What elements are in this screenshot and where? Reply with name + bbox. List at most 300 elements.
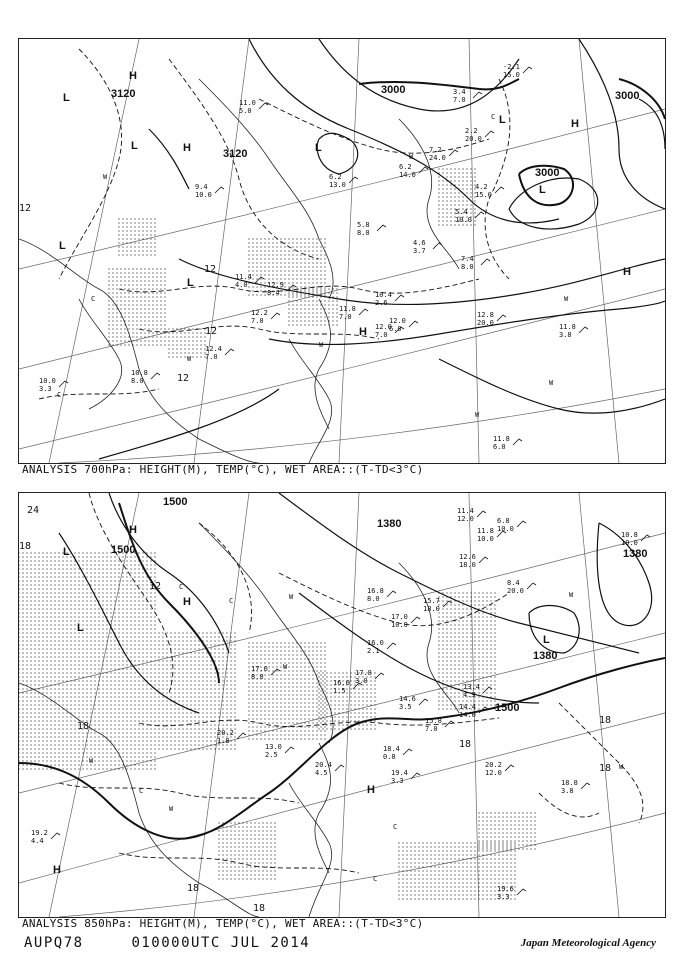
wet-area-dot	[146, 612, 147, 613]
wet-area-dot	[38, 648, 39, 649]
wet-area-dot	[186, 696, 187, 697]
wet-area-dot	[164, 344, 165, 345]
wet-area-dot	[34, 716, 35, 717]
wet-area-dot	[74, 608, 75, 609]
wet-area-dot	[182, 708, 183, 709]
wet-area-dot	[138, 564, 139, 565]
wet-area-dot	[54, 720, 55, 721]
wet-area-dot	[292, 694, 293, 695]
wet-area-dot	[132, 300, 133, 301]
wet-area-dot	[114, 652, 115, 653]
wet-area-dot	[308, 262, 309, 263]
wet-area-dot	[312, 654, 313, 655]
wet-area-dot	[226, 640, 227, 641]
wet-area-dot	[198, 684, 199, 685]
wet-area-dot	[490, 700, 491, 701]
wet-area-dot	[304, 304, 305, 305]
wet-area-dot	[176, 344, 177, 345]
wet-area-dot	[466, 168, 467, 169]
wet-area-dot	[26, 552, 27, 553]
wet-area-dot	[164, 340, 165, 341]
wet-area-dot	[174, 728, 175, 729]
wet-area-dot	[280, 278, 281, 279]
wet-area-dot	[54, 728, 55, 729]
wet-area-dot	[308, 266, 309, 267]
wet-area-dot	[138, 744, 139, 745]
wet-area-dot	[202, 704, 203, 705]
wet-area-dot	[122, 254, 123, 255]
wet-area-dot	[162, 712, 163, 713]
wet-area-dot	[90, 560, 91, 561]
wet-area-dot	[116, 304, 117, 305]
wet-area-dot	[19, 748, 20, 749]
wet-area-dot	[442, 600, 443, 601]
wet-area-dot	[470, 656, 471, 657]
wet-area-dot	[248, 262, 249, 263]
wet-area-dot	[182, 672, 183, 673]
wet-area-dot	[438, 216, 439, 217]
wet-area-dot	[226, 850, 227, 851]
wet-area-dot	[106, 740, 107, 741]
wet-area-dot	[154, 616, 155, 617]
wind-barb	[359, 309, 368, 315]
wet-area-dot	[22, 648, 23, 649]
wet-area-dot	[126, 556, 127, 557]
wet-area-dot	[462, 596, 463, 597]
wet-area-dot	[126, 736, 127, 737]
wet-area-dot	[19, 700, 20, 701]
wet-area-dot	[260, 274, 261, 275]
wet-area-dot	[490, 680, 491, 681]
station-temperature: 7.4	[461, 255, 474, 263]
wet-area-dot	[42, 580, 43, 581]
wet-area-dot	[150, 600, 151, 601]
wet-area-dot	[46, 688, 47, 689]
wet-area-dot	[304, 718, 305, 719]
wet-area-dot	[38, 668, 39, 669]
wet-area-dot	[62, 628, 63, 629]
wet-area-dot	[74, 688, 75, 689]
wet-area-dot	[118, 656, 119, 657]
wet-area-dot	[260, 278, 261, 279]
wet-area-dot	[190, 732, 191, 733]
wet-area-dot	[110, 752, 111, 753]
wet-area-dot	[322, 680, 323, 681]
wet-area-dot	[308, 706, 309, 707]
wet-area-dot	[19, 764, 20, 765]
wet-area-dot	[164, 332, 165, 333]
wet-area-dot	[78, 576, 79, 577]
wet-area-dot	[150, 644, 151, 645]
wet-area-dot	[280, 718, 281, 719]
wet-area-dot	[114, 612, 115, 613]
wet-area-dot	[168, 332, 169, 333]
wet-area-dot	[22, 744, 23, 745]
wet-area-dot	[284, 270, 285, 271]
wet-area-dot	[494, 608, 495, 609]
wet-area-dot	[198, 716, 199, 717]
wet-area-dot	[332, 308, 333, 309]
wet-area-dot	[98, 612, 99, 613]
wet-area-dot	[170, 704, 171, 705]
wet-area-dot	[42, 652, 43, 653]
wet-area-dot	[334, 716, 335, 717]
wet-area-dot	[154, 632, 155, 633]
wet-area-dot	[374, 672, 375, 673]
wet-area-dot	[146, 568, 147, 569]
wet-area-dot	[30, 700, 31, 701]
wet-area-dot	[260, 654, 261, 655]
wet-area-dot	[110, 732, 111, 733]
wet-area-dot	[90, 700, 91, 701]
wet-area-dot	[152, 280, 153, 281]
wet-area-dot	[74, 680, 75, 681]
wet-area-dot	[256, 654, 257, 655]
wet-area-dot	[230, 696, 231, 697]
wet-area-dot	[134, 238, 135, 239]
wet-area-dot	[478, 708, 479, 709]
wet-area-dot	[168, 336, 169, 337]
wet-area-dot	[170, 660, 171, 661]
wet-area-dot	[308, 654, 309, 655]
wet-area-dot	[166, 712, 167, 713]
wet-area-dot	[54, 648, 55, 649]
wet-area-dot	[182, 716, 183, 717]
wet-area-dot	[370, 716, 371, 717]
wet-area-dot	[182, 696, 183, 697]
wet-area-dot	[454, 660, 455, 661]
wet-area-dot	[284, 650, 285, 651]
wet-area-dot	[320, 278, 321, 279]
wet-area-dot	[114, 744, 115, 745]
wet-area-dot	[292, 702, 293, 703]
station-dewpoint-depression: 3.8	[559, 331, 572, 339]
wet-area-dot	[148, 332, 149, 333]
wet-area-dot	[330, 696, 331, 697]
wet-area-dot	[260, 646, 261, 647]
wet-area-dot	[126, 676, 127, 677]
wet-area-dot	[300, 320, 301, 321]
wet-area-dot	[320, 674, 321, 675]
wet-area-dot	[42, 708, 43, 709]
wet-area-dot	[30, 688, 31, 689]
wet-area-dot	[462, 700, 463, 701]
wet-area-dot	[300, 274, 301, 275]
wet-area-dot	[222, 676, 223, 677]
wet-area-dot	[154, 672, 155, 673]
wet-area-dot	[102, 644, 103, 645]
wet-area-dot	[482, 656, 483, 657]
wet-area-dot	[50, 584, 51, 585]
wet-area-dot	[138, 620, 139, 621]
wet-area-dot	[494, 676, 495, 677]
wet-area-dot	[458, 652, 459, 653]
wet-area-dot	[70, 676, 71, 677]
wet-area-dot	[154, 250, 155, 251]
wet-area-dot	[284, 286, 285, 287]
wet-area-dot	[268, 278, 269, 279]
wet-area-dot	[136, 284, 137, 285]
wet-area-dot	[312, 316, 313, 317]
wet-area-dot	[174, 660, 175, 661]
wet-area-dot	[252, 682, 253, 683]
wet-area-dot	[98, 632, 99, 633]
wet-area-dot	[272, 250, 273, 251]
wet-area-dot	[110, 728, 111, 729]
wet-area-dot	[98, 608, 99, 609]
wet-area-dot	[296, 726, 297, 727]
station-dewpoint-depression: 13.0	[329, 181, 346, 189]
wet-area-dot	[276, 278, 277, 279]
wet-area-dot	[82, 592, 83, 593]
wet-area-dot	[272, 710, 273, 711]
wet-area-dot	[334, 720, 335, 721]
wet-area-dot	[454, 168, 455, 169]
wet-area-dot	[342, 672, 343, 673]
wet-area-dot	[130, 242, 131, 243]
wet-area-dot	[78, 768, 79, 769]
low-pressure-symbol: L	[315, 142, 322, 154]
wet-area-dot	[142, 704, 143, 705]
wet-area-dot	[162, 672, 163, 673]
wet-area-dot	[122, 628, 123, 629]
wet-area-dot	[126, 246, 127, 247]
wet-area-dot	[312, 718, 313, 719]
wet-area-dot	[454, 636, 455, 637]
wet-area-dot	[214, 696, 215, 697]
wet-area-dot	[482, 704, 483, 705]
wet-area-dot	[42, 660, 43, 661]
wet-area-dot	[74, 616, 75, 617]
wet-area-dot	[50, 660, 51, 661]
wet-area-dot	[318, 708, 319, 709]
wet-area-dot	[74, 612, 75, 613]
wet-area-dot	[114, 680, 115, 681]
wet-area-dot	[328, 288, 329, 289]
wet-area-dot	[178, 640, 179, 641]
wet-area-dot	[70, 756, 71, 757]
warm-area-symbol: W	[549, 379, 554, 387]
warm-area-symbol: W	[103, 173, 108, 181]
wet-area-dot	[102, 680, 103, 681]
wet-area-dot	[146, 752, 147, 753]
wet-area-dot	[130, 768, 131, 769]
wet-area-dot	[38, 572, 39, 573]
wind-barb	[215, 187, 224, 193]
wet-area-dot	[194, 728, 195, 729]
wet-area-dot	[156, 272, 157, 273]
wet-area-dot	[19, 680, 20, 681]
wet-area-dot	[234, 854, 235, 855]
wet-area-dot	[272, 262, 273, 263]
wet-area-dot	[158, 708, 159, 709]
wet-area-dot	[458, 596, 459, 597]
wet-area-dot	[78, 656, 79, 657]
wet-area-dot	[98, 696, 99, 697]
wet-area-dot	[268, 694, 269, 695]
wet-area-dot	[150, 628, 151, 629]
wet-area-dot	[206, 652, 207, 653]
wet-area-dot	[90, 672, 91, 673]
wet-area-dot	[78, 672, 79, 673]
wet-area-dot	[374, 680, 375, 681]
wet-area-dot	[98, 684, 99, 685]
wet-area-dot	[134, 728, 135, 729]
wet-area-dot	[94, 620, 95, 621]
wet-area-dot	[150, 218, 151, 219]
wet-area-dot	[90, 608, 91, 609]
wet-area-dot	[202, 696, 203, 697]
wet-area-dot	[70, 576, 71, 577]
wet-area-dot	[186, 664, 187, 665]
wet-area-dot	[90, 596, 91, 597]
wet-area-dot	[462, 640, 463, 641]
wet-area-dot	[312, 296, 313, 297]
wet-area-dot	[118, 234, 119, 235]
wet-area-dot	[90, 740, 91, 741]
wet-area-dot	[308, 274, 309, 275]
wet-area-dot	[454, 632, 455, 633]
wet-area-dot	[98, 568, 99, 569]
wet-area-dot	[462, 196, 463, 197]
wet-area-dot	[38, 704, 39, 705]
wet-area-dot	[46, 700, 47, 701]
wet-area-dot	[458, 224, 459, 225]
wet-area-dot	[260, 726, 261, 727]
wet-area-dot	[38, 684, 39, 685]
wet-area-dot	[128, 308, 129, 309]
wet-area-dot	[130, 246, 131, 247]
wet-area-dot	[442, 196, 443, 197]
wet-area-dot	[188, 336, 189, 337]
wet-area-dot	[70, 584, 71, 585]
wet-area-dot	[102, 576, 103, 577]
wet-area-dot	[148, 292, 149, 293]
wet-area-dot	[154, 720, 155, 721]
wet-area-dot	[318, 712, 319, 713]
wet-area-dot	[470, 624, 471, 625]
wet-area-dot	[358, 704, 359, 705]
wet-area-dot	[102, 724, 103, 725]
wet-area-dot	[58, 596, 59, 597]
wet-area-dot	[30, 740, 31, 741]
wet-area-dot	[154, 648, 155, 649]
wet-area-dot	[46, 748, 47, 749]
wet-area-dot	[74, 640, 75, 641]
wet-area-dot	[110, 620, 111, 621]
wet-area-dot	[62, 576, 63, 577]
wet-area-dot	[312, 670, 313, 671]
wet-area-dot	[322, 720, 323, 721]
wet-area-dot	[19, 636, 20, 637]
wet-area-dot	[46, 696, 47, 697]
wet-area-dot	[318, 684, 319, 685]
wet-area-dot	[110, 704, 111, 705]
wet-area-dot	[336, 296, 337, 297]
wet-area-dot	[42, 552, 43, 553]
wet-area-dot	[292, 270, 293, 271]
wet-area-dot	[202, 748, 203, 749]
wet-area-dot	[122, 724, 123, 725]
wet-area-dot	[260, 694, 261, 695]
wet-area-dot	[34, 552, 35, 553]
wet-area-dot	[26, 736, 27, 737]
wet-area-dot	[50, 652, 51, 653]
wet-area-dot	[194, 636, 195, 637]
wet-area-dot	[98, 596, 99, 597]
wet-area-dot	[82, 744, 83, 745]
wet-area-dot	[206, 728, 207, 729]
wet-area-dot	[78, 604, 79, 605]
wet-area-dot	[70, 644, 71, 645]
wet-area-dot	[206, 676, 207, 677]
wet-area-dot	[230, 842, 231, 843]
wet-area-dot	[450, 680, 451, 681]
wet-area-dot	[82, 652, 83, 653]
wet-area-dot	[324, 702, 325, 703]
wet-area-dot	[114, 704, 115, 705]
wet-area-dot	[316, 316, 317, 317]
wet-area-dot	[128, 312, 129, 313]
wet-area-dot	[370, 684, 371, 685]
wet-area-dot	[118, 660, 119, 661]
wet-area-dot	[170, 692, 171, 693]
wet-area-dot	[30, 664, 31, 665]
wet-area-dot	[124, 336, 125, 337]
wet-area-dot	[110, 568, 111, 569]
wet-area-dot	[222, 708, 223, 709]
wet-area-dot	[154, 752, 155, 753]
wet-area-dot	[158, 644, 159, 645]
wet-area-dot	[38, 628, 39, 629]
wet-area-dot	[276, 642, 277, 643]
wet-area-dot	[168, 328, 169, 329]
wet-area-dot	[90, 652, 91, 653]
wet-area-dot	[446, 640, 447, 641]
wet-area-dot	[62, 684, 63, 685]
wet-area-dot	[74, 756, 75, 757]
wet-area-dot	[308, 320, 309, 321]
wet-area-dot	[122, 584, 123, 585]
wet-area-dot	[462, 600, 463, 601]
wet-area-dot	[438, 220, 439, 221]
wet-area-dot	[154, 732, 155, 733]
wet-area-dot	[264, 258, 265, 259]
wet-area-dot	[122, 612, 123, 613]
wet-area-dot	[248, 270, 249, 271]
wet-area-dot	[98, 700, 99, 701]
wet-area-dot	[252, 246, 253, 247]
wet-area-dot	[86, 620, 87, 621]
wet-area-dot	[276, 726, 277, 727]
wet-area-dot	[316, 734, 317, 735]
wet-area-dot	[214, 632, 215, 633]
wet-area-dot	[22, 640, 23, 641]
wet-area-dot	[122, 226, 123, 227]
wet-area-dot	[324, 300, 325, 301]
wet-area-dot	[50, 720, 51, 721]
wet-area-dot	[296, 282, 297, 283]
wet-area-dot	[118, 246, 119, 247]
wet-area-dot	[118, 596, 119, 597]
wet-area-dot	[482, 664, 483, 665]
wet-area-dot	[150, 552, 151, 553]
wet-area-dot	[230, 680, 231, 681]
wet-area-dot	[19, 556, 20, 557]
graticule-850	[19, 493, 665, 917]
wet-area-dot	[46, 768, 47, 769]
wet-area-dot	[182, 688, 183, 689]
